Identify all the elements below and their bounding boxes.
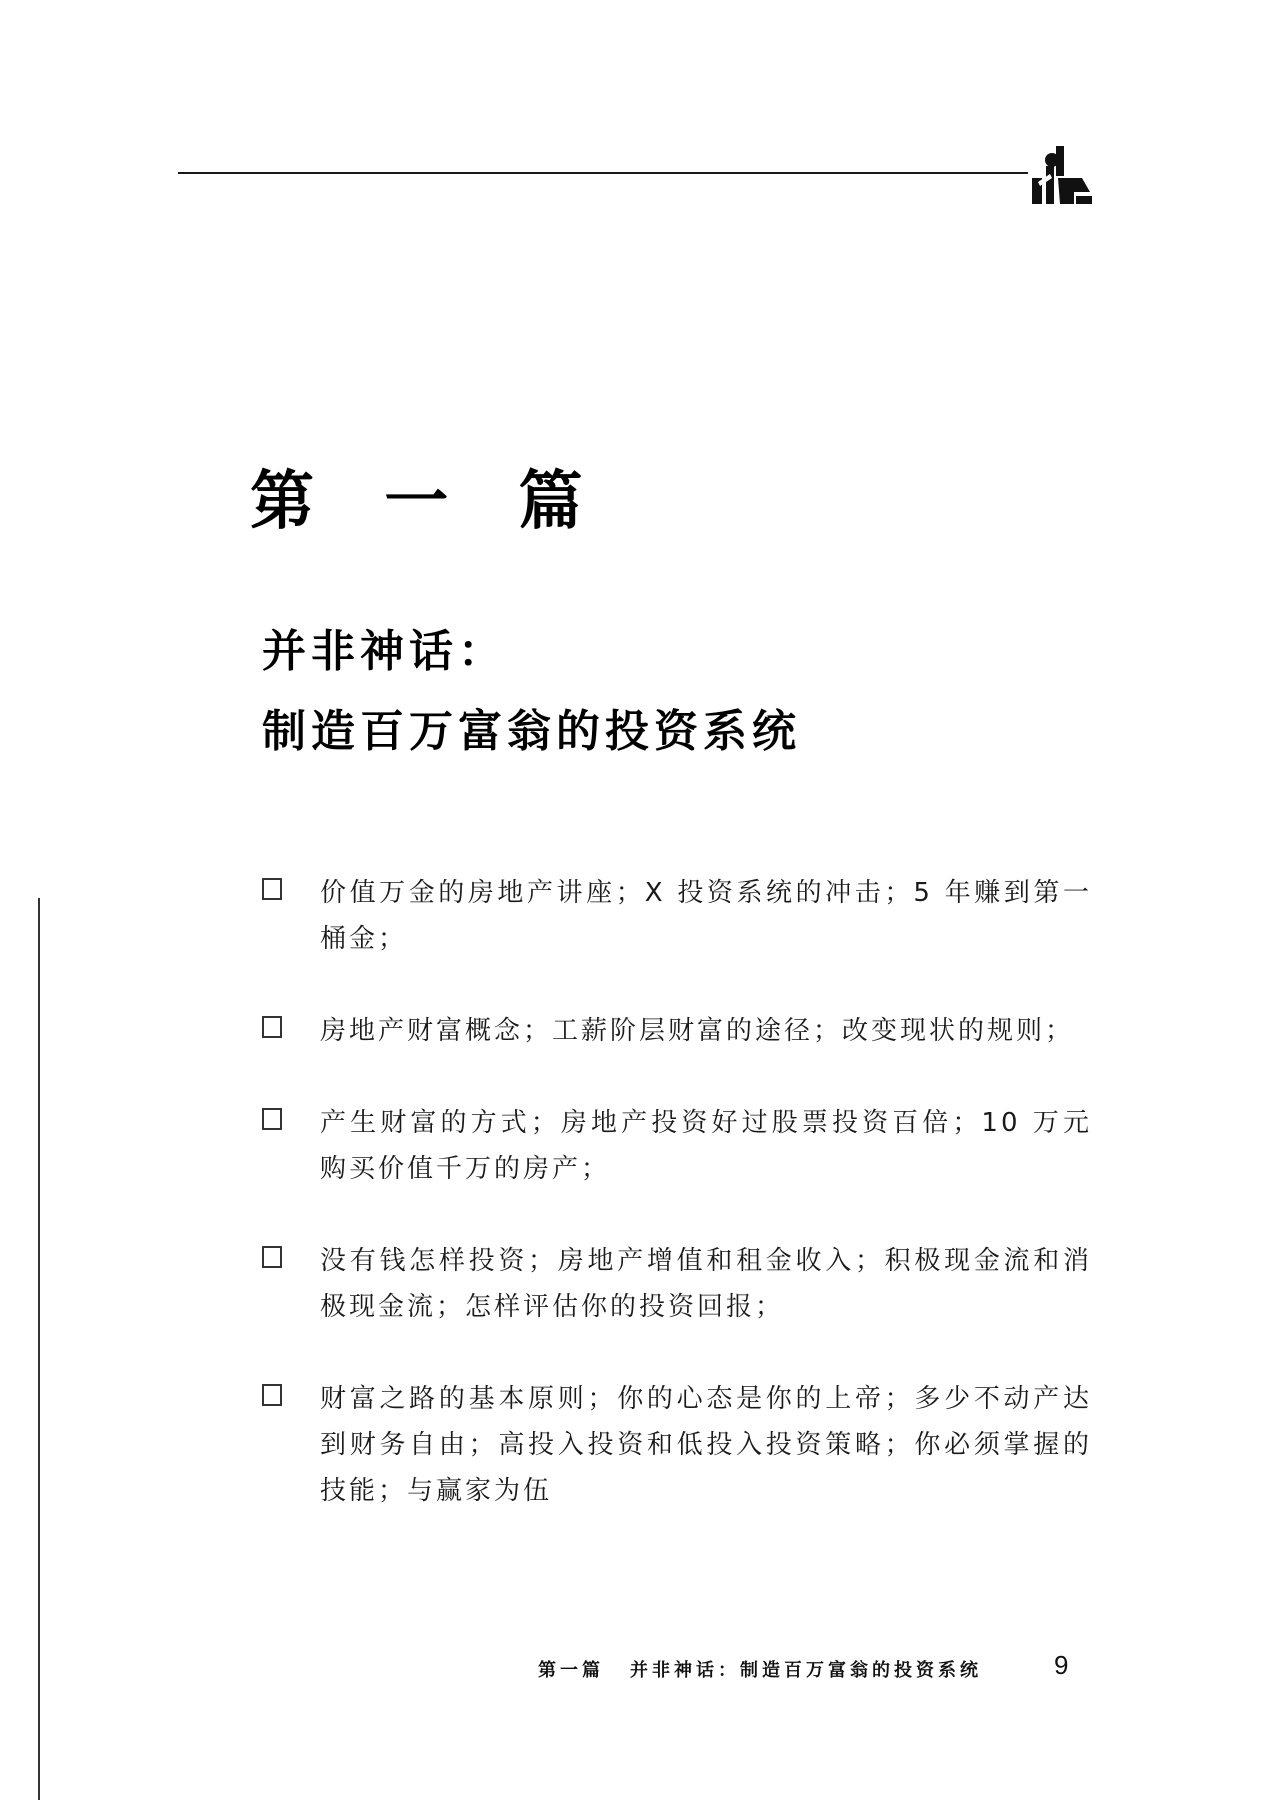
summary-text: 财富之路的基本原则；你的心态是你的上帝；多少不动产达到财务自由；高投入投资和低投入投资策略；你必须掌握的技能；与赢家为伍 (320, 1384, 1092, 1506)
checkbox-bullet-icon (262, 878, 282, 900)
part-subtitle (262, 612, 801, 772)
part-title: 第 一 篇 (250, 465, 607, 539)
page-number: 9 (1054, 1650, 1069, 1680)
list-item (262, 1008, 1092, 1054)
summary-text: 没有钱怎样投资；房地产增值和租金收入；积极现金流和消极现金流；怎样评估你的投资回报； (320, 1246, 1092, 1322)
checkbox-bullet-icon (262, 1016, 282, 1038)
checkbox-bullet-icon (262, 1108, 282, 1130)
list-item (262, 870, 1092, 962)
summary-text: 产生财富的方式；房地产投资好过股票投资百倍；10 万元购买价值千万的房产； (320, 1108, 1092, 1184)
reading-figure-icon (1030, 142, 1094, 208)
running-footer (538, 1656, 982, 1682)
list-item (262, 1238, 1092, 1330)
summary-text: 房地产财富概念；工薪阶层财富的途径；改变现状的规则； (320, 1016, 1075, 1046)
header-rule (178, 172, 1028, 174)
page-edge-line (38, 898, 40, 1800)
chapter-summary-list (262, 870, 1092, 1560)
list-item (262, 1100, 1092, 1192)
subtitle-line-2: 制造百万富翁的投资系统 (262, 706, 801, 757)
summary-text: 价值万金的房地产讲座；X 投资系统的冲击；5 年赚到第一桶金； (320, 878, 1092, 954)
checkbox-bullet-icon (262, 1246, 282, 1268)
subtitle-line-1: 并非神话： (262, 626, 507, 677)
footer-running-title: 并非神话：制造百万富翁的投资系统 (630, 1660, 982, 1681)
list-item (262, 1376, 1092, 1514)
footer-part-label: 第一篇 (538, 1660, 604, 1681)
checkbox-bullet-icon (262, 1384, 282, 1406)
